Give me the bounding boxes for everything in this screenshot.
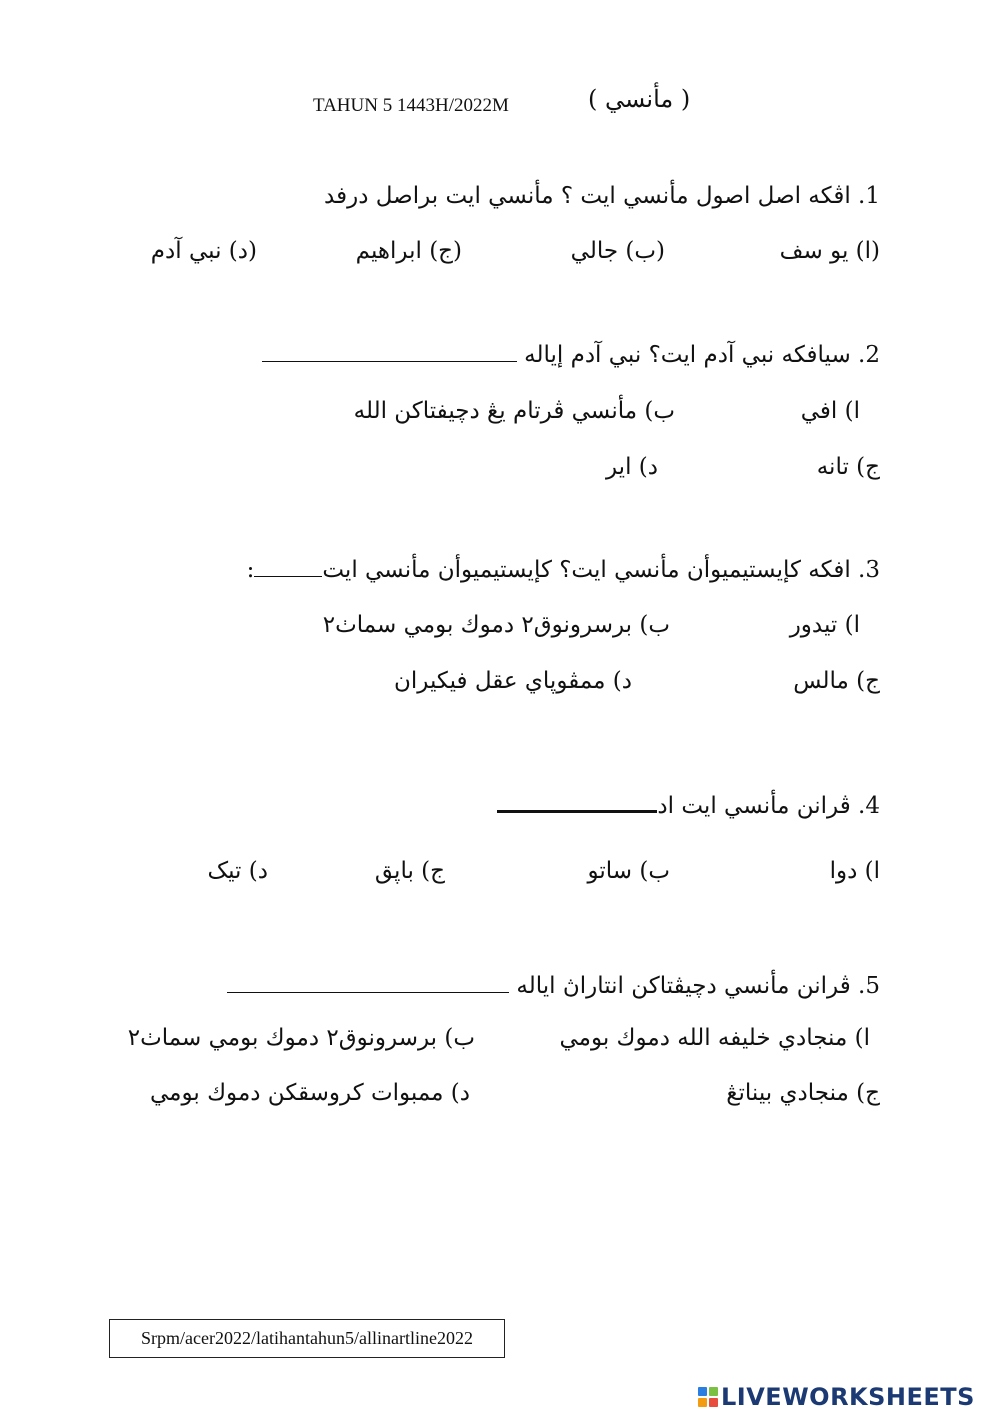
question-3	[247, 557, 880, 583]
q2-option-c[interactable]: ج) تانه	[816, 454, 880, 480]
answer-blank[interactable]	[262, 343, 517, 362]
q4-option-a[interactable]: ا) دوا	[829, 858, 880, 884]
q3-option-d[interactable]: د) ممڤوڽاي عقل فيكيران	[393, 668, 632, 694]
question-number: 1.	[858, 183, 880, 209]
q5-option-a[interactable]: ا) منجادي خليفه الله دموك بومي	[559, 1025, 870, 1051]
worksheet-topic: ( مأنسي )	[588, 85, 691, 113]
answer-blank[interactable]	[254, 558, 322, 577]
footer-reference	[109, 1319, 505, 1358]
question-text: ڤرانن مأنسي ايت اد	[657, 793, 851, 819]
liveworksheets-brand[interactable]	[698, 1383, 975, 1411]
question-text: ڤرانن مأنسي دچيڤتاكن انتاراڽ اياله	[516, 973, 851, 999]
question-text: اڤكه اصل اصول مأنسي ايت ؟ مأنسي ايت براصل درفد	[324, 183, 851, 209]
q4-option-d[interactable]: د) تيک	[207, 858, 268, 884]
question-suffix: :	[246, 557, 255, 583]
q5-option-c[interactable]: ج) منجادي بيناتڠ	[726, 1080, 880, 1106]
q1-option-a[interactable]: (ا) يو سف	[779, 238, 880, 264]
q1-option-d[interactable]: (د) نبي آدم	[150, 238, 257, 264]
answer-blank[interactable]	[497, 792, 657, 813]
q1-option-b[interactable]: (ب) جالي	[570, 238, 665, 264]
q2-option-d[interactable]: د) اير	[605, 454, 658, 480]
question-text: سيافكه نبي آدم ايت؟ نبي آدم إياله	[524, 342, 851, 368]
q3-option-b[interactable]: ب) برسرونوق٢ دموك بومي سماٺ٢	[322, 612, 670, 638]
question-1	[324, 183, 880, 209]
q2-option-b[interactable]: ب) مأنسي ڤرتام يڠ دچيفتاكن الله	[353, 398, 675, 424]
question-number: 3.	[858, 557, 880, 583]
answer-blank[interactable]	[227, 974, 509, 993]
question-2	[262, 342, 880, 368]
q3-option-c[interactable]: ج) مالس	[793, 668, 880, 694]
question-text: افكه كإيستيميوأن مأنسي ايت؟ كإيستيميوأن مأنسي ايت	[322, 557, 851, 583]
q5-option-d[interactable]: د) ممبوات كروسقكن دموك بومي	[150, 1080, 470, 1106]
q4-option-b[interactable]: ب) ساتو	[587, 858, 670, 884]
liveworksheets-wordmark: LIVEWORKSHEETS	[721, 1383, 975, 1411]
question-number: 5.	[858, 973, 880, 999]
q1-option-c[interactable]: (ج) ابراهيم	[355, 238, 462, 264]
worksheet-title: TAHUN 5 1443H/2022M	[313, 95, 509, 116]
q4-option-c[interactable]: ج) باڽق	[374, 858, 445, 884]
q2-option-a[interactable]: ا) افي	[800, 398, 860, 424]
footer-reference-text: Srpm/acer2022/latihantahun5/allinartline2022	[141, 1328, 473, 1348]
question-5	[227, 973, 880, 999]
question-number: 2.	[858, 342, 880, 368]
question-4	[497, 792, 880, 819]
q5-option-b[interactable]: ب) برسرونوق٢ دموك بومي سماٺ٢	[127, 1025, 475, 1051]
question-number: 4.	[858, 793, 880, 819]
q3-option-a[interactable]: ا) تيدور	[789, 612, 860, 638]
liveworksheets-logo-icon	[698, 1387, 718, 1407]
